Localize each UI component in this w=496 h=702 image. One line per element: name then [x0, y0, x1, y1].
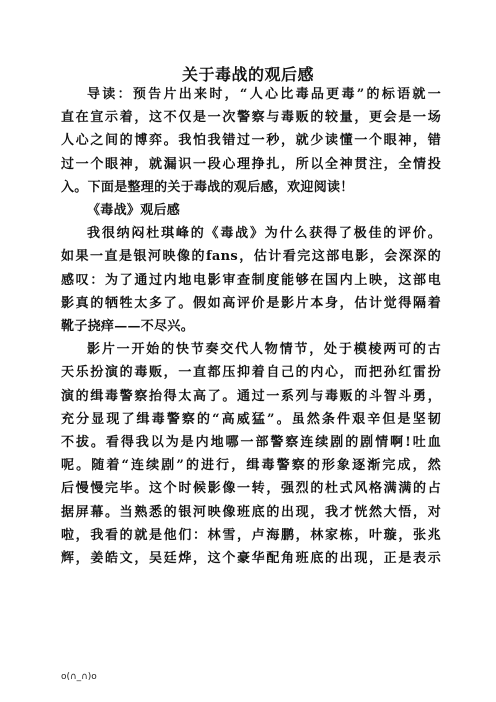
intro-line: 导读：预告片出来时，“人心比毒品更毒”的标语就一 — [87, 87, 441, 102]
paragraph-line: 影片一开始的快节奏交代人物情节，处于模棱两可的古 — [87, 342, 441, 358]
document-title: 关于毒战的观后感 — [181, 65, 314, 84]
paragraph-line: 靴子挠痒——不尽兴。 — [61, 319, 194, 334]
intro-line: 人心之间的博弈。我怕我错过一秒，就少读懂一个眼神，错 — [61, 133, 441, 149]
paragraph-line: 如果一直是银河映像的fans，估计看完这部电影，会深深的 — [61, 249, 441, 265]
intro-line: 直在宣示着，这不仅是一次警察与毒贩的较量，更会是一场 — [61, 110, 441, 126]
paragraph-line: 据屏幕。当熟悉的银河映像班底的出现，我才恍然大悟，对 — [61, 504, 441, 520]
paragraph-line: 不拔。看得我以为是内地哪一部警察连续剧的剧情啊!吐血 — [61, 435, 441, 450]
paragraph-line: 啦，我看的就是他们：林雪，卢海鹏，林家栋，叶璇，张兆 — [61, 527, 441, 543]
intro-line: 过一个眼神，就漏识一段心理挣扎，所以全神贯注，全情投 — [61, 156, 441, 172]
paragraph-line: 感叹：为了通过内地电影审查制度能够在国内上映，这部电 — [61, 272, 441, 288]
article-subheading: 《毒战》观后感 — [87, 203, 181, 218]
paragraph-line: 后慢慢完毕。这个时候影像一转，强烈的杜式风格满满的占 — [61, 481, 441, 497]
paragraph-line: 呢。随着“连续剧”的进行，缉毒警察的形象逐渐完成，然 — [61, 458, 441, 474]
paragraph-line: 天乐扮演的毒贩，一直都压抑着自己的内心，而把孙红雷扮 — [61, 365, 441, 381]
page-footer: o(∩_∩)o — [61, 672, 97, 682]
paragraph-line: 我很纳闷杜琪峰的《毒战》为什么获得了极佳的评价。 — [87, 226, 441, 242]
intro-line: 入。下面是整理的关于毒战的观后感，欢迎阅读！ — [61, 179, 354, 195]
paragraph-line: 辉，姜皓文，吴廷烨，这个豪华配角班底的出现，正是表示 — [61, 551, 441, 566]
paragraph-line: 影真的牺牲太多了。假如高评价是影片本身，估计觉得隔着 — [61, 295, 441, 311]
paragraph-line: 演的缉毒警察抬得太高了。通过一系列与毒贩的斗智斗勇， — [61, 388, 441, 404]
paragraph-line: 充分显现了缉毒警察的“高威猛”。虽然条件艰辛但是坚韧 — [61, 411, 441, 427]
